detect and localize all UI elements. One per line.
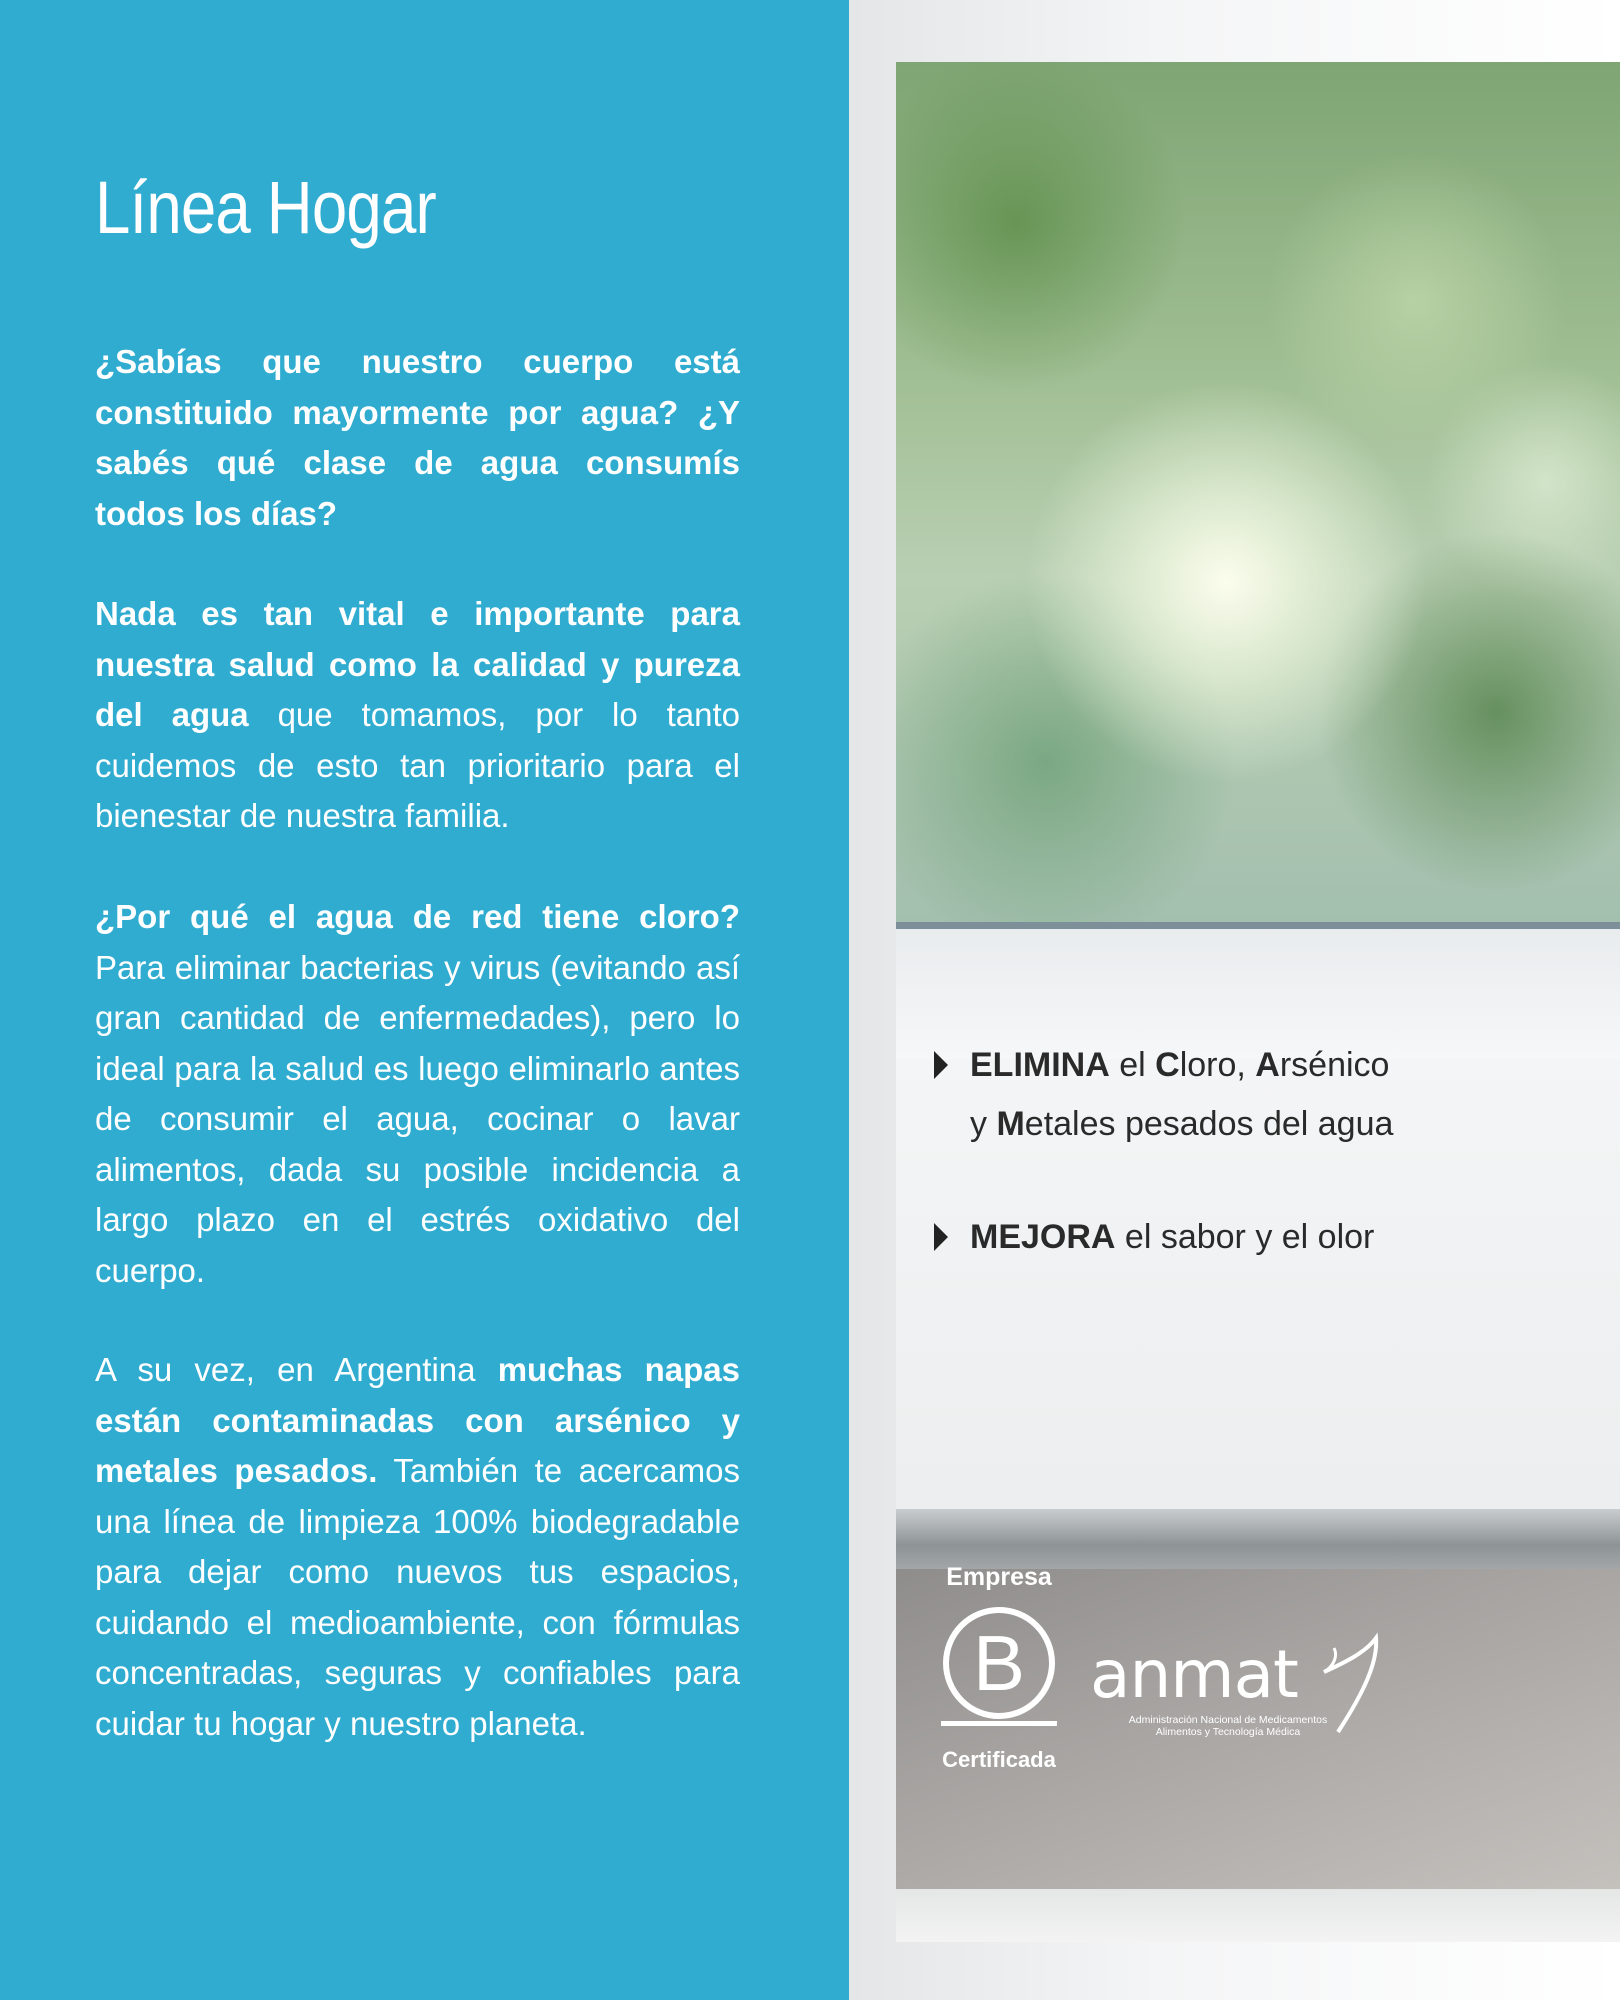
limpieza-text: También te acercamos una línea de limpieza 100% biodegradable para dejar como nuevos tus espacios, cuidando el medioambiente, con fórmulas concentradas, seguras y confiables para cuidar tu hogar y nuestro planeta. xyxy=(95,1452,740,1742)
counter-edge xyxy=(896,1509,1620,1569)
mejora-word: MEJORA xyxy=(970,1218,1116,1256)
triangle-bullet-icon xyxy=(934,1051,948,1079)
el-word: el xyxy=(1109,1046,1156,1084)
paragraph-argentina xyxy=(95,1345,740,1749)
intro-bold-text: ¿Sabías que nuestro cuerpo está constituido mayormente por agua? ¿Y sabés qué clase de agua consumís todos los días? xyxy=(95,343,740,532)
y-word: y xyxy=(970,1105,997,1143)
argentina-intro: A su vez, en Argentina xyxy=(95,1351,498,1388)
vital-normal-text: que tomamos, por lo tanto cuidemos de esto tan prioritario para el bienestar de nuestra familia. xyxy=(95,696,740,834)
b-corp-logo xyxy=(934,1563,1064,1783)
page-title: Línea Hogar xyxy=(95,166,436,249)
paragraph-cloro xyxy=(95,892,740,1296)
vital-bold-text: Nada es tan vital e importante para nuestra salud como la calidad y pureza del agua xyxy=(95,595,740,733)
b-corp-icon xyxy=(939,1607,1059,1727)
benefit-mejora-text xyxy=(970,1208,1530,1267)
cloro-rest: loro, xyxy=(1179,1046,1256,1084)
cloro-initial: C xyxy=(1155,1046,1180,1084)
anmat-subtitle-1: Administración Nacional de Medicamentos xyxy=(1128,1714,1328,1726)
metales-rest: etales pesados del agua xyxy=(1024,1105,1394,1143)
anmat-subtitle-2: Alimentos y Tecnología Médica xyxy=(1155,1726,1301,1738)
counter-bottom xyxy=(896,1889,1620,1942)
bcorp-empresa-label: Empresa xyxy=(946,1563,1052,1591)
triangle-bullet-icon xyxy=(934,1223,948,1251)
cloro-question: ¿Por qué el agua de red tiene cloro? xyxy=(95,898,740,935)
anmat-name: anmat xyxy=(1090,1636,1298,1713)
cloro-answer: Para eliminar bacterias y virus (evitando así gran cantidad de enfermedades), pero lo ideal para la salud es luego eliminarlo antes de consumir el agua, cocinar o lavar alimentos, dada su posible incidencia a largo plazo en el estrés oxidativo del cuerpo. xyxy=(95,948,740,1289)
paragraph-vital xyxy=(95,589,740,842)
argentina-bold-text: muchas napas están contaminadas con arsénico y metales pesados. xyxy=(95,1351,740,1489)
bcorp-certificada-label: Certificada xyxy=(942,1747,1056,1772)
garden-view-image xyxy=(896,62,1620,922)
paragraph-intro xyxy=(95,337,740,539)
elimina-word: ELIMINA xyxy=(970,1046,1110,1084)
metales-initial: M xyxy=(996,1105,1025,1143)
arsenico-initial: A xyxy=(1255,1046,1280,1084)
arsenico-rest: rsénico xyxy=(1279,1046,1390,1084)
window-frame xyxy=(896,922,1620,929)
anmat-logo xyxy=(1090,1636,1390,1750)
bcorp-letter: B xyxy=(972,1619,1026,1707)
mejora-rest: el sabor y el olor xyxy=(1115,1218,1375,1256)
benefit-elimina-text xyxy=(970,1036,1530,1154)
